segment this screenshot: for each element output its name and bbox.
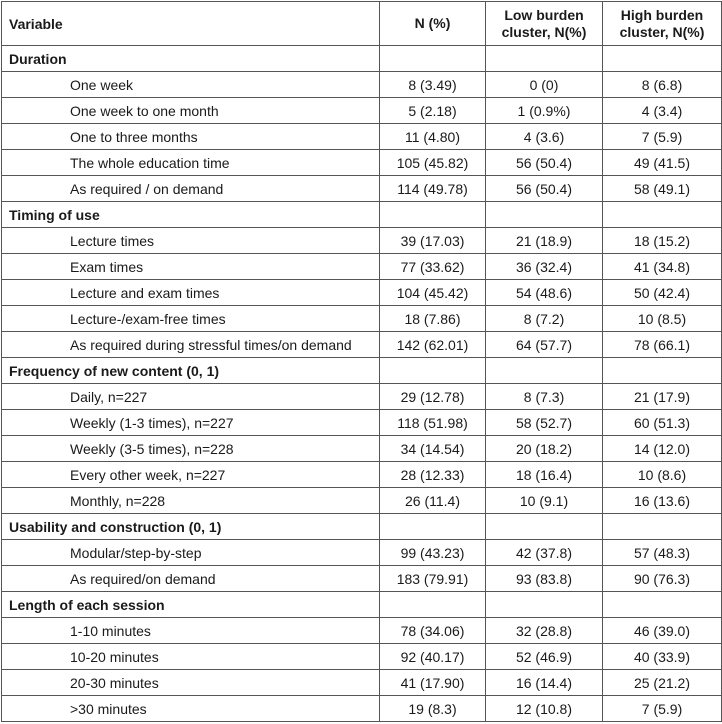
cell-low-burden: 18 (16.4)	[486, 462, 603, 488]
cell-n: 26 (11.4)	[380, 488, 486, 514]
cell-low-burden: 32 (28.8)	[486, 618, 603, 644]
row-label: >30 minutes	[2, 696, 380, 722]
cell-n: 5 (2.18)	[380, 98, 486, 124]
group-row	[2, 592, 722, 618]
table-row	[2, 176, 722, 202]
row-label: 20-30 minutes	[2, 670, 380, 696]
results-table	[1, 1, 722, 722]
group-row	[2, 514, 722, 540]
group-title: Usability and construction (0, 1)	[2, 514, 380, 540]
table-row	[2, 384, 722, 410]
table-row	[2, 280, 722, 306]
table-row	[2, 254, 722, 280]
group-title: Timing of use	[2, 202, 380, 228]
table-row	[2, 332, 722, 358]
row-label: Lecture-/exam-free times	[2, 306, 380, 332]
row-label: 1-10 minutes	[2, 618, 380, 644]
cell-n: 11 (4.80)	[380, 124, 486, 150]
cell-low-burden: 93 (83.8)	[486, 566, 603, 592]
cell-n: 18 (7.86)	[380, 306, 486, 332]
cell-high-burden: 46 (39.0)	[603, 618, 722, 644]
cell-high-burden: 78 (66.1)	[603, 332, 722, 358]
group-row	[2, 202, 722, 228]
cell-n: 183 (79.91)	[380, 566, 486, 592]
empty-cell	[380, 514, 486, 540]
cell-n: 114 (49.78)	[380, 176, 486, 202]
empty-cell	[603, 358, 722, 384]
row-label: As required/on demand	[2, 566, 380, 592]
cell-n: 77 (33.62)	[380, 254, 486, 280]
cell-n: 8 (3.49)	[380, 72, 486, 98]
cell-low-burden: 8 (7.3)	[486, 384, 603, 410]
cell-high-burden: 90 (76.3)	[603, 566, 722, 592]
cell-n: 39 (17.03)	[380, 228, 486, 254]
cell-n: 78 (34.06)	[380, 618, 486, 644]
row-label: As required / on demand	[2, 176, 380, 202]
header-low-line1: Low burden	[504, 6, 584, 23]
header-high-line1: High burden	[620, 6, 704, 23]
row-label: Daily, n=227	[2, 384, 380, 410]
cell-low-burden: 10 (9.1)	[486, 488, 603, 514]
cell-low-burden: 16 (14.4)	[486, 670, 603, 696]
cell-low-burden: 20 (18.2)	[486, 436, 603, 462]
header-low-burden	[486, 2, 603, 46]
table-row	[2, 72, 722, 98]
row-label: 10-20 minutes	[2, 644, 380, 670]
table-row	[2, 410, 722, 436]
table-row	[2, 436, 722, 462]
cell-n: 19 (8.3)	[380, 696, 486, 722]
row-label: One to three months	[2, 124, 380, 150]
row-label: Lecture times	[2, 228, 380, 254]
cell-high-burden: 58 (49.1)	[603, 176, 722, 202]
empty-cell	[603, 46, 722, 72]
empty-cell	[603, 514, 722, 540]
empty-cell	[486, 358, 603, 384]
cell-low-burden: 21 (18.9)	[486, 228, 603, 254]
table-row	[2, 98, 722, 124]
cell-high-burden: 21 (17.9)	[603, 384, 722, 410]
row-label: Weekly (3-5 times), n=228	[2, 436, 380, 462]
cell-low-burden: 64 (57.7)	[486, 332, 603, 358]
row-label: Monthly, n=228	[2, 488, 380, 514]
group-title: Frequency of new content (0, 1)	[2, 358, 380, 384]
table-row	[2, 670, 722, 696]
cell-low-burden: 56 (50.4)	[486, 150, 603, 176]
cell-n: 29 (12.78)	[380, 384, 486, 410]
header-low-line2: cluster, N(%)	[501, 23, 587, 40]
group-row	[2, 358, 722, 384]
cell-low-burden: 36 (32.4)	[486, 254, 603, 280]
cell-high-burden: 10 (8.6)	[603, 462, 722, 488]
row-label: One week to one month	[2, 98, 380, 124]
empty-cell	[486, 592, 603, 618]
cell-n: 92 (40.17)	[380, 644, 486, 670]
header-variable: Variable	[2, 2, 380, 46]
table-row	[2, 488, 722, 514]
cell-high-burden: 57 (48.3)	[603, 540, 722, 566]
cell-low-burden: 52 (46.9)	[486, 644, 603, 670]
empty-cell	[486, 46, 603, 72]
empty-cell	[380, 592, 486, 618]
empty-cell	[380, 202, 486, 228]
table-row	[2, 540, 722, 566]
cell-n: 99 (43.23)	[380, 540, 486, 566]
header-n: N (%)	[380, 2, 486, 46]
table-row	[2, 306, 722, 332]
row-label: The whole education time	[2, 150, 380, 176]
table-row	[2, 124, 722, 150]
header-row	[2, 2, 722, 46]
row-label: Modular/step-by-step	[2, 540, 380, 566]
cell-high-burden: 8 (6.8)	[603, 72, 722, 98]
table-body	[2, 46, 722, 722]
cell-high-burden: 41 (34.8)	[603, 254, 722, 280]
cell-low-burden: 0 (0)	[486, 72, 603, 98]
empty-cell	[486, 202, 603, 228]
cell-n: 118 (51.98)	[380, 410, 486, 436]
cell-low-burden: 54 (48.6)	[486, 280, 603, 306]
group-row	[2, 46, 722, 72]
cell-high-burden: 7 (5.9)	[603, 696, 722, 722]
cell-high-burden: 16 (13.6)	[603, 488, 722, 514]
cell-low-burden: 1 (0.9%)	[486, 98, 603, 124]
cell-high-burden: 25 (21.2)	[603, 670, 722, 696]
cell-high-burden: 60 (51.3)	[603, 410, 722, 436]
cell-n: 28 (12.33)	[380, 462, 486, 488]
cell-n: 104 (45.42)	[380, 280, 486, 306]
cell-high-burden: 7 (5.9)	[603, 124, 722, 150]
table-row	[2, 462, 722, 488]
row-label: Weekly (1-3 times), n=227	[2, 410, 380, 436]
cell-low-burden: 8 (7.2)	[486, 306, 603, 332]
row-label: Lecture and exam times	[2, 280, 380, 306]
cell-n: 142 (62.01)	[380, 332, 486, 358]
empty-cell	[380, 358, 486, 384]
cell-low-burden: 56 (50.4)	[486, 176, 603, 202]
cell-high-burden: 18 (15.2)	[603, 228, 722, 254]
cell-low-burden: 42 (37.8)	[486, 540, 603, 566]
empty-cell	[603, 592, 722, 618]
cell-low-burden: 12 (10.8)	[486, 696, 603, 722]
cell-high-burden: 4 (3.4)	[603, 98, 722, 124]
cell-low-burden: 4 (3.6)	[486, 124, 603, 150]
table-row	[2, 644, 722, 670]
group-title: Duration	[2, 46, 380, 72]
table-row	[2, 566, 722, 592]
cell-high-burden: 10 (8.5)	[603, 306, 722, 332]
empty-cell	[486, 514, 603, 540]
cell-high-burden: 14 (12.0)	[603, 436, 722, 462]
row-label: As required during stressful times/on demand	[2, 332, 380, 358]
row-label: Exam times	[2, 254, 380, 280]
cell-low-burden: 58 (52.7)	[486, 410, 603, 436]
header-high-burden	[603, 2, 722, 46]
cell-high-burden: 49 (41.5)	[603, 150, 722, 176]
cell-n: 34 (14.54)	[380, 436, 486, 462]
table-row	[2, 618, 722, 644]
empty-cell	[603, 202, 722, 228]
cell-n: 41 (17.90)	[380, 670, 486, 696]
empty-cell	[380, 46, 486, 72]
cell-high-burden: 50 (42.4)	[603, 280, 722, 306]
row-label: One week	[2, 72, 380, 98]
table-row	[2, 696, 722, 722]
table-row	[2, 228, 722, 254]
header-high-line2: cluster, N(%)	[619, 23, 705, 40]
group-title: Length of each session	[2, 592, 380, 618]
row-label: Every other week, n=227	[2, 462, 380, 488]
table-row	[2, 150, 722, 176]
cell-high-burden: 40 (33.9)	[603, 644, 722, 670]
cell-n: 105 (45.82)	[380, 150, 486, 176]
